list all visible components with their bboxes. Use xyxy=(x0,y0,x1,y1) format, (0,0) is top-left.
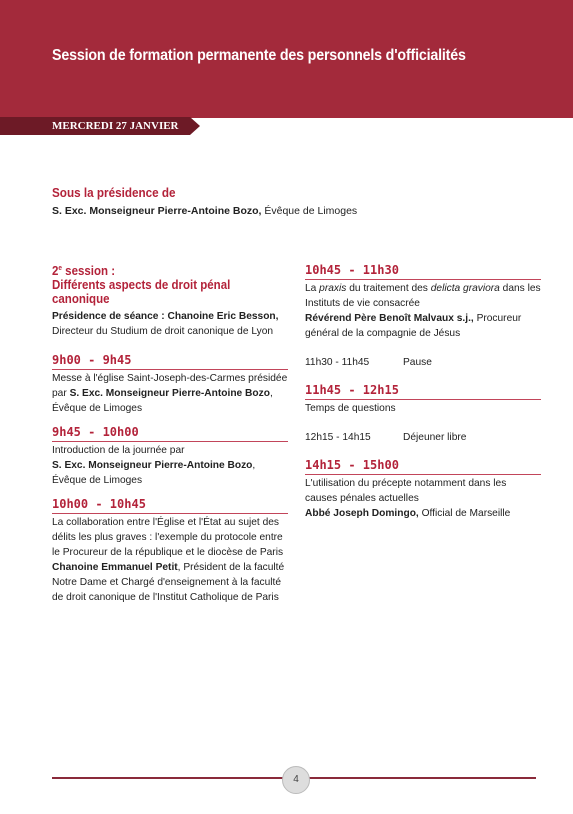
page-title: Session de formation permanente des personnels d'officialités xyxy=(52,47,466,64)
chair-role: Directeur du Studium de droit canonique de Lyon xyxy=(52,326,274,338)
schedule-block xyxy=(305,262,541,341)
text-part: Messe à l'église Saint-Joseph-des-Carmes présidée par xyxy=(52,373,288,400)
speaker-name: S. Exc. Monseigneur Pierre-Antoine Bozo xyxy=(52,460,253,472)
speaker-name: S. Exc. Monseigneur Pierre-Antoine Bozo xyxy=(69,388,270,400)
text-part: L'utilisation du précepte notamment dans les causes pénales actuelles xyxy=(305,478,507,504)
schedule-block xyxy=(305,457,541,521)
right-column xyxy=(305,262,541,521)
time-slot: 11h45 - 12h15 xyxy=(305,382,541,400)
schedule-block xyxy=(52,496,288,605)
italic-term: praxis xyxy=(319,283,347,294)
time-slot: 10h00 - 10h45 xyxy=(52,496,288,514)
text-part: , Évêque de Limoges xyxy=(52,460,256,487)
block-text xyxy=(52,515,288,605)
pause-row xyxy=(305,430,541,445)
date-label: MERCREDI 27 JANVIER xyxy=(52,120,179,132)
text-part: , Président de la faculté Notre Dame et Chargé d'enseignement à la faculté de droit canonique de l'Institut Catholique de Paris xyxy=(52,562,285,604)
pause-row xyxy=(305,355,541,370)
text-part: dans les Instituts de vie consacrée xyxy=(305,283,541,309)
presidency-person: S. Exc. Monseigneur Pierre-Antoine Bozo, xyxy=(52,205,262,217)
pause-time: 12h15 - 14h15 xyxy=(305,432,371,443)
session-number-line xyxy=(52,262,282,278)
block-text xyxy=(305,476,541,521)
block-text: Temps de questions xyxy=(305,403,396,414)
text-part: La xyxy=(305,283,320,294)
schedule-block xyxy=(52,352,288,416)
text-part: du traitement des xyxy=(346,283,431,294)
page-number: 4 xyxy=(282,766,310,794)
pause-label: Déjeuner libre xyxy=(403,432,467,443)
time-slot: 14h15 - 15h00 xyxy=(305,457,541,475)
text-part: Procureur général de la compagnie de Jésus xyxy=(305,313,522,339)
block-text xyxy=(52,443,288,488)
italic-term: delicta graviora xyxy=(430,283,500,294)
time-slot: 10h45 - 11h30 xyxy=(305,262,541,280)
text-part: Introduction de la journée par xyxy=(52,445,185,457)
time-slot: 9h45 - 10h00 xyxy=(52,424,288,442)
schedule-block xyxy=(305,382,541,416)
speaker-name: Révérend Père Benoît Malvaux s.j., xyxy=(305,313,474,324)
chair-label: Présidence de séance : Chanoine Eric Besson, xyxy=(52,311,279,323)
text-part: La collaboration entre l'Église et l'État au sujet des délits les plus graves : l'exemple du protocole entre le Procureur de la république et le diocèse de Paris xyxy=(52,517,284,559)
session-label: session : xyxy=(61,264,116,279)
session-sup: e xyxy=(58,265,62,272)
pause-label: Pause xyxy=(403,357,432,368)
speaker-name: Chanoine Emmanuel Petit xyxy=(52,562,178,574)
session-number: 2 xyxy=(52,264,59,279)
session-chair xyxy=(52,309,288,339)
time-slot: 9h00 - 9h45 xyxy=(52,352,288,370)
speaker-name: Abbé Joseph Domingo, xyxy=(305,508,419,519)
pause-time: 11h30 - 11h45 xyxy=(305,357,370,368)
text-part: Official de Marseille xyxy=(418,508,511,519)
session-heading xyxy=(52,262,282,306)
block-text xyxy=(52,371,288,416)
session-title: Différents aspects de droit pénal canonique xyxy=(52,278,231,307)
block-text xyxy=(305,281,541,341)
presidency-role: Évêque de Limoges xyxy=(261,205,358,217)
header-banner xyxy=(0,0,573,118)
presidency-line xyxy=(52,205,357,217)
text-part: , Évêque de Limoges xyxy=(52,388,273,415)
schedule-block xyxy=(52,424,288,488)
left-column xyxy=(52,262,288,605)
presidency-title: Sous la présidence de xyxy=(52,185,176,200)
